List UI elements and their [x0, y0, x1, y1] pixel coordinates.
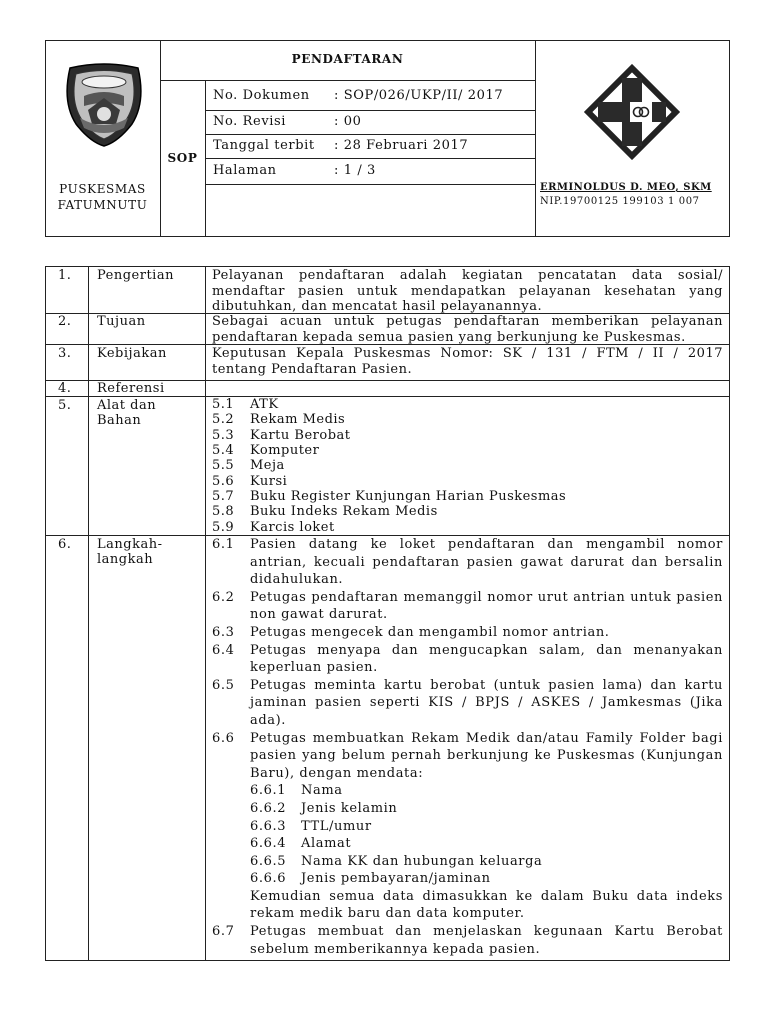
- list-item: 6.6.4 Alamat: [250, 836, 352, 852]
- row-5-title-line1: Alat dan: [97, 398, 157, 413]
- list-item: 5.2 Rekam Medis: [212, 412, 346, 428]
- row-3-number: 3.: [58, 346, 72, 361]
- list-item: 6.6.5 Nama KK dan hubungan keluarga: [250, 853, 543, 869]
- list-item: 6.6.2 Jenis kelamin: [250, 800, 398, 816]
- row-2-content: Sebagai acuan untuk petugas pendaftaran memberikan pelayanan pendaftaran kepada semua pasien yang berkunjung ke Puskesmas.: [212, 314, 723, 345]
- list-item: 6.1 Pasien datang ke loket pendaftaran dan mengambil nomor antrian, kecuali pendaftaran pasien gawat darurat dan bersalin didahulukan.: [212, 537, 723, 588]
- org-name-line1: PUSKESMAS: [59, 182, 146, 196]
- step-6-6-summary: Kemudian semua data dimasukkan ke dalam Buku data indeks rekam medik baru dan data komputer.: [250, 888, 723, 922]
- row-1-content: Pelayanan pendaftaran adalah kegiatan pencatatan data sosial/ mendaftar pasien untuk mendapatkan pelayanan kesehatan yang dibutuhkan, dan mencatat hasil pelayanannya.: [212, 268, 723, 314]
- doc-number-value: : SOP/026/UKP/II/ 2017: [334, 88, 504, 103]
- sop-label: SOP: [167, 151, 198, 165]
- revision-value: : 00: [334, 114, 362, 129]
- row-1-number: 1.: [58, 268, 72, 283]
- list-item: 6.5 Petugas meminta kartu berobat (untuk pasien lama) dan kartu jaminan pasien seperti KIS / BPJS / ASKES / Jamkesmas (Jika ada).: [212, 677, 723, 728]
- list-item: 5.3 Kartu Berobat: [212, 427, 351, 443]
- page-title: PENDAFTARAN: [291, 52, 404, 66]
- list-item: 6.6.1 Nama: [250, 783, 343, 799]
- list-item: 5.5 Meja: [212, 458, 285, 474]
- list-item: 5.7 Buku Register Kunjungan Harian Puskesmas: [212, 489, 567, 505]
- row-5-number: 5.: [58, 398, 72, 413]
- row-3-title: Kebijakan: [97, 346, 167, 361]
- issue-date-label: Tanggal terbit: [213, 138, 315, 153]
- row-3-content: Keputusan Kepala Puskesmas Nomor: SK / 131 / FTM / II / 2017 tentang Pendaftaran Pasien.: [212, 346, 723, 377]
- page-label: Halaman: [213, 163, 277, 178]
- list-item: 6.2 Petugas pendaftaran memanggil nomor urut antrian untuk pasien non gawat darurat.: [212, 589, 723, 623]
- list-item: 6.7 Petugas membuat dan menjelaskan kegunaan Kartu Berobat sebelum memberikannya kepada pasien.: [212, 924, 723, 957]
- row-4-number: 4.: [58, 381, 72, 396]
- row-4-title: Referensi: [97, 381, 165, 396]
- row-6-title-line2: langkah: [97, 552, 154, 567]
- procedure-steps: [212, 536, 723, 958]
- org-name-line2: FATUMNUTU: [57, 198, 148, 212]
- issue-date-value: : 28 Februari 2017: [334, 138, 469, 153]
- doc-number-label: No. Dokumen: [213, 88, 310, 103]
- list-item: 5.8 Buku Indeks Rekam Medis: [212, 504, 438, 520]
- revision-label: No. Revisi: [213, 114, 287, 129]
- page-value: : 1 / 3: [334, 163, 376, 178]
- list-item: 5.9 Karcis loket: [212, 519, 335, 535]
- health-cross-logo-icon: [584, 64, 680, 160]
- list-item: 6.6.3 TTL/umur: [250, 818, 372, 834]
- row-1-title: Pengertian: [97, 268, 174, 283]
- list-item: 6.6 Petugas membuatkan Rekam Medik dan/atau Family Folder bagi pasien yang belum pernah berkunjung ke Puskesmas (Kunjungan Baru), dengan mendata:: [212, 730, 723, 781]
- signatory-name: ERMINOLDUS D. MEO, SKM: [540, 182, 712, 193]
- list-item: 6.4 Petugas menyapa dan mengucapkan salam, dan menanyakan keperluan pasien.: [212, 642, 723, 676]
- list-item: 6.6.6 Jenis pembayaran/jaminan: [250, 871, 491, 887]
- list-item: 5.6 Kursi: [212, 473, 288, 489]
- row-6-title-line1: Langkah-: [97, 537, 163, 552]
- row-2-title: Tujuan: [97, 314, 146, 329]
- row-6-number: 6.: [58, 537, 72, 552]
- equipment-list: [212, 397, 723, 535]
- list-item: 6.3 Petugas mengecek dan mengambil nomor antrian.: [212, 624, 610, 640]
- regional-emblem-icon: [62, 62, 146, 148]
- list-item: 5.1 ATK: [212, 397, 279, 412]
- list-item: 5.4 Komputer: [212, 443, 320, 459]
- row-2-number: 2.: [58, 314, 72, 329]
- signatory-nip: NIP.19700125 199103 1 007: [540, 196, 700, 207]
- row-5-title-line2: Bahan: [97, 413, 142, 428]
